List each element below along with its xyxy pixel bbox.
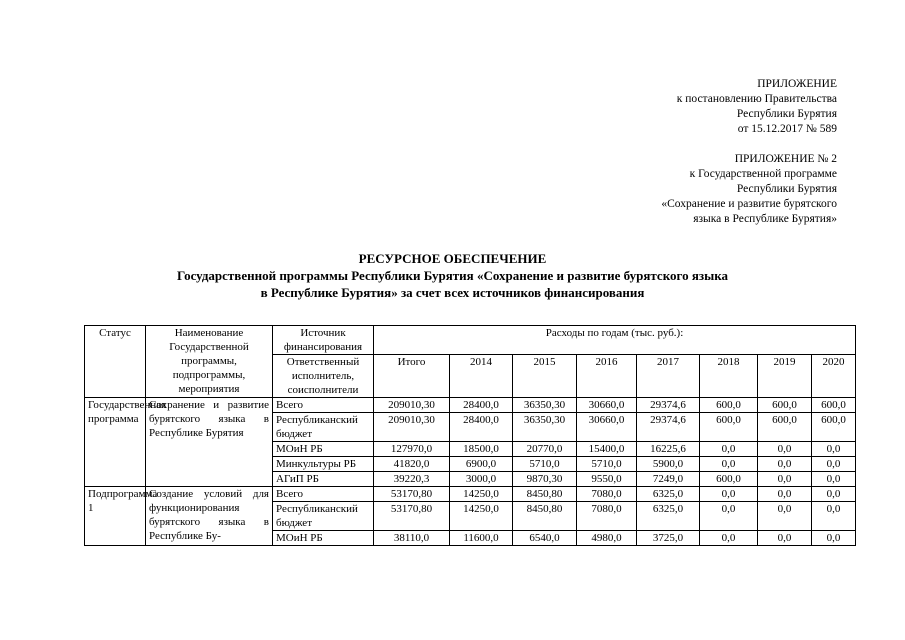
value-cell: 0,0 xyxy=(812,472,856,487)
value-cell: 0,0 xyxy=(812,457,856,472)
appendix-line: ПРИЛОЖЕНИЕ xyxy=(757,78,837,90)
value-cell: 0,0 xyxy=(700,531,758,546)
value-cell: 6325,0 xyxy=(637,487,700,502)
value-cell: 8450,80 xyxy=(513,487,577,502)
value-cell: 15400,0 xyxy=(577,442,637,457)
header-expenses: Расходы по годам (тыс. руб.): xyxy=(374,326,856,355)
title-line-1: РЕСУРСНОЕ ОБЕСПЕЧЕНИЕ xyxy=(358,251,547,266)
row-source: Всего xyxy=(273,487,374,502)
value-cell: 7080,0 xyxy=(577,502,637,531)
appendix-header-1 xyxy=(677,77,837,137)
value-cell: 0,0 xyxy=(758,442,812,457)
group-name: Создание условий для функционирования бурятского языка в Республике Бу- xyxy=(146,487,273,546)
value-cell: 0,0 xyxy=(700,442,758,457)
value-cell: 0,0 xyxy=(700,502,758,531)
value-cell: 7080,0 xyxy=(577,487,637,502)
value-cell: 600,0 xyxy=(700,472,758,487)
header-year: Итого xyxy=(374,355,450,398)
value-cell: 127970,0 xyxy=(374,442,450,457)
title-line-2: Государственной программы Республики Бурятия «Сохранение и развитие бурятского языка xyxy=(176,268,729,283)
value-cell: 39220,3 xyxy=(374,472,450,487)
value-cell: 0,0 xyxy=(812,442,856,457)
value-cell: 36350,30 xyxy=(513,413,577,442)
value-cell: 28400,0 xyxy=(450,398,513,413)
appendix-line: Республики Бурятия xyxy=(736,108,837,120)
value-cell: 0,0 xyxy=(758,487,812,502)
header-name: Наименование Государственной программы, подпрограммы, мероприятия xyxy=(146,326,273,398)
group-name: Сохранение и развитие бурятского языка в Республике Бурятия xyxy=(146,398,273,487)
table-row xyxy=(85,398,856,413)
value-cell: 600,0 xyxy=(812,398,856,413)
value-cell: 4980,0 xyxy=(577,531,637,546)
value-cell: 0,0 xyxy=(812,502,856,531)
appendix-line: к Государственной программе xyxy=(689,168,837,180)
value-cell: 6325,0 xyxy=(637,502,700,531)
appendix-line: «Сохранение и развитие бурятского xyxy=(661,198,837,210)
header-year: 2015 xyxy=(513,355,577,398)
row-source: Республиканский бюджет xyxy=(273,413,374,442)
value-cell: 0,0 xyxy=(700,487,758,502)
value-cell: 5710,0 xyxy=(513,457,577,472)
value-cell: 29374,6 xyxy=(637,413,700,442)
value-cell: 600,0 xyxy=(812,413,856,442)
document-title xyxy=(0,250,905,301)
value-cell: 53170,80 xyxy=(374,502,450,531)
value-cell: 29374,6 xyxy=(637,398,700,413)
value-cell: 209010,30 xyxy=(374,398,450,413)
value-cell: 5900,0 xyxy=(637,457,700,472)
value-cell: 14250,0 xyxy=(450,487,513,502)
value-cell: 5710,0 xyxy=(577,457,637,472)
value-cell: 7249,0 xyxy=(637,472,700,487)
row-source: МОиН РБ xyxy=(273,531,374,546)
value-cell: 41820,0 xyxy=(374,457,450,472)
header-row-1 xyxy=(85,326,856,355)
value-cell: 3000,0 xyxy=(450,472,513,487)
value-cell: 0,0 xyxy=(758,502,812,531)
value-cell: 18500,0 xyxy=(450,442,513,457)
header-year: 2017 xyxy=(637,355,700,398)
value-cell: 0,0 xyxy=(758,457,812,472)
header-year: 2016 xyxy=(577,355,637,398)
resource-table xyxy=(84,325,856,546)
value-cell: 38110,0 xyxy=(374,531,450,546)
value-cell: 600,0 xyxy=(700,413,758,442)
value-cell: 6900,0 xyxy=(450,457,513,472)
row-source: Всего xyxy=(273,398,374,413)
row-source: МОиН РБ xyxy=(273,442,374,457)
value-cell: 30660,0 xyxy=(577,413,637,442)
header-year: 2014 xyxy=(450,355,513,398)
header-year: 2020 xyxy=(812,355,856,398)
value-cell: 6540,0 xyxy=(513,531,577,546)
header-executor: Ответственный исполнитель, соисполнители xyxy=(273,355,374,398)
appendix-header-2 xyxy=(661,152,837,227)
appendix-line: Республики Бурятия xyxy=(736,183,837,195)
value-cell: 36350,30 xyxy=(513,398,577,413)
value-cell: 28400,0 xyxy=(450,413,513,442)
row-source: АГиП РБ xyxy=(273,472,374,487)
appendix-line: ПРИЛОЖЕНИЕ № 2 xyxy=(734,153,837,165)
header-year: 2019 xyxy=(758,355,812,398)
appendix-line: к постановлению Правительства xyxy=(676,93,837,105)
row-source: Республиканский бюджет xyxy=(273,502,374,531)
value-cell: 9550,0 xyxy=(577,472,637,487)
value-cell: 53170,80 xyxy=(374,487,450,502)
appendix-line: языка в Республике Бурятия» xyxy=(693,213,837,225)
appendix-line: от 15.12.2017 № 589 xyxy=(737,123,837,135)
header-source: Источник финансирования xyxy=(273,326,374,355)
value-cell: 600,0 xyxy=(758,413,812,442)
value-cell: 8450,80 xyxy=(513,502,577,531)
value-cell: 16225,6 xyxy=(637,442,700,457)
value-cell: 14250,0 xyxy=(450,502,513,531)
value-cell: 600,0 xyxy=(758,398,812,413)
value-cell: 11600,0 xyxy=(450,531,513,546)
table-row xyxy=(85,487,856,502)
row-source: Минкультуры РБ xyxy=(273,457,374,472)
header-status: Статус xyxy=(85,326,146,398)
group-status: Государственная программа xyxy=(85,398,146,487)
title-line-3: в Республике Бурятия» за счет всех источников финансирования xyxy=(260,285,645,300)
value-cell: 0,0 xyxy=(758,531,812,546)
value-cell: 3725,0 xyxy=(637,531,700,546)
value-cell: 0,0 xyxy=(812,487,856,502)
value-cell: 209010,30 xyxy=(374,413,450,442)
value-cell: 9870,30 xyxy=(513,472,577,487)
value-cell: 0,0 xyxy=(812,531,856,546)
value-cell: 30660,0 xyxy=(577,398,637,413)
value-cell: 0,0 xyxy=(700,457,758,472)
value-cell: 0,0 xyxy=(758,472,812,487)
group-status: Подпрограмма 1 xyxy=(85,487,146,546)
value-cell: 20770,0 xyxy=(513,442,577,457)
value-cell: 600,0 xyxy=(700,398,758,413)
header-year: 2018 xyxy=(700,355,758,398)
